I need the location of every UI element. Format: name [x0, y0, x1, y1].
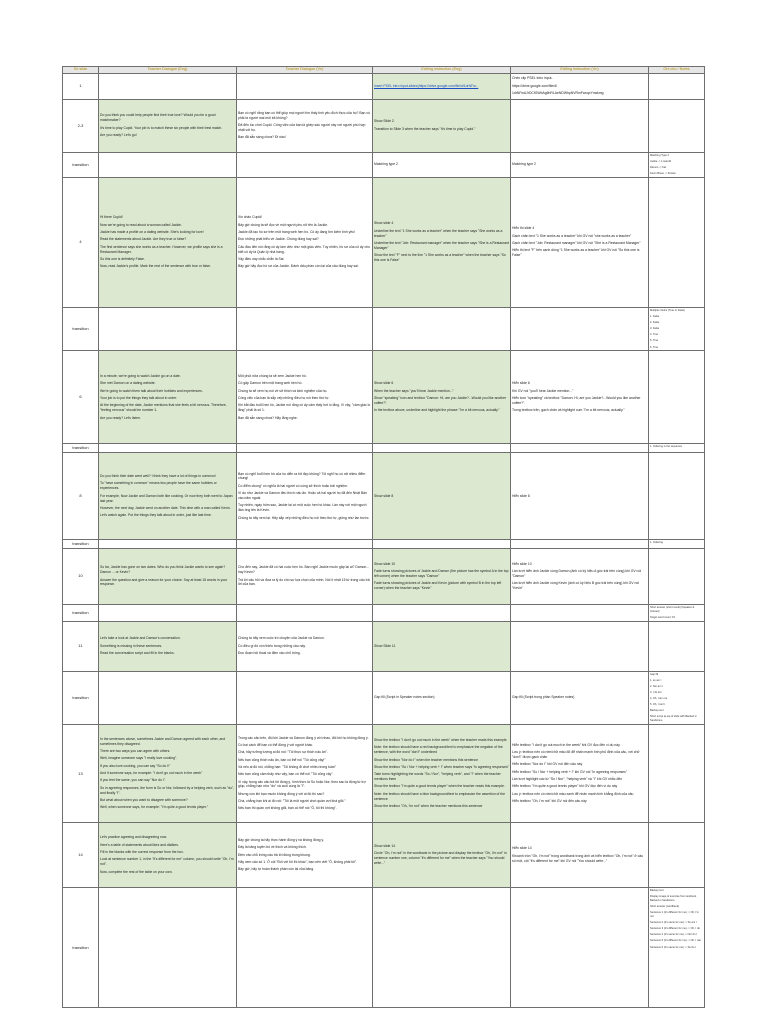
cell-paragraph: If you feel the same, you can say "Nor do I". [100, 778, 166, 783]
slide-number-cell: 11 [63, 621, 99, 671]
cell-paragraph: Do you think you could help people find their true love? Would you be a good matchmaker? [100, 113, 216, 123]
cell-paragraph: Show the textbox "I don't go out much in the week" when the teacher reads this example. [374, 737, 508, 742]
teacher-dialogue-eng-cell [99, 177, 237, 307]
cell-paragraph: Đây là bảng tuyên bố về thích và không thích. [238, 845, 307, 850]
cell-paragraph: 1drNFwAJrDCfGWbAg6hRLAeNDWhpNVRmFwxqxYnwkmg [512, 90, 604, 95]
cell-paragraph: For example, Now Jackie and Damon both like cooking. Or now they both went to Japan last year. [100, 493, 233, 503]
cell-paragraph: Hiển slide 14 [512, 846, 532, 851]
notes-cell [649, 152, 705, 177]
cell-paragraph: Gap fill [650, 672, 659, 676]
cell-paragraph: Gap fill (Script in Speaker notes section) [374, 695, 435, 700]
cell-paragraph: So in agreeing responses, the form is So or Nor, followed by a helping verb, such as "do", and finally "I". [100, 785, 235, 795]
cell-paragraph: Lần lượt hiển ảnh Jackie cùng Damon (ảnh có ký hiệu A góc trái trên cùng) khi GV nói "Damon" [512, 568, 642, 578]
cell-paragraph: Bây giờ, hãy tự hoàn thành phần còn lại của bảng. [238, 867, 315, 872]
cell-paragraph: Công việc của bạn là sắp xếp những điều họ nói theo thứ tự. [238, 395, 330, 400]
cell-paragraph: Jackie -> 1 Harold [650, 159, 671, 163]
cell-paragraph: 1. so am I [650, 678, 662, 682]
cell-paragraph: Multiple choice (True or False) [650, 308, 685, 312]
slide-number-cell: 10 [63, 548, 99, 604]
cell-paragraph: Trả lời câu hỏi và đưa ra lý do cho sự lựa chọn của mình. Nói ít nhất 15 từ trong câu trả lời của bạn. [238, 577, 370, 587]
cell-paragraph: Well, imagine someone says "I really love cooking". [100, 756, 178, 761]
cell-paragraph: 4. True [650, 333, 659, 337]
cell-paragraph: Bây giờ chúng ta hãy thực hành đồng ý và không đồng ý. [238, 837, 325, 842]
editing-instruction-vn-cell [511, 548, 649, 604]
notes-cell [649, 822, 705, 887]
editing-instruction-eng-cell [373, 671, 511, 724]
slide-number-cell: transition [63, 887, 99, 1007]
cell-paragraph: Hiển textbox "Nor do I" khi GV nói đến câu này [512, 762, 583, 767]
cell-paragraph: Display image of exercise from textbook. Backed in Sandstone [650, 895, 697, 902]
cell-paragraph: Backup text [650, 888, 664, 892]
cell-paragraph: Answer the question and give a reason for your choice. Say at least 15 words in your response. [100, 577, 228, 587]
cell-paragraph: Hiển textbox "Oh, I'm not" khi GV nói đến câu này [512, 799, 587, 804]
cell-paragraph: 4. Oh, I am not [650, 697, 668, 701]
editing-instruction-vn-cell [511, 887, 649, 1007]
cell-paragraph: Show the textbox "Nor do I" when the teacher mentions this sentence [374, 757, 478, 762]
teacher-dialogue-vn-cell [237, 99, 373, 152]
cell-paragraph: Câu đầu tiên nói rằng cô ấy làm việc như một giáo viên. Tuy nhiên, hồ sơ của cô ấy cho biết cô ấy là Quản lý nhà hàng. [238, 244, 370, 254]
cell-paragraph: Underline the text "Job: Restaurant manager" when the teacher says "She is a Restaurant Manager" [374, 240, 509, 250]
table-row [63, 152, 705, 177]
editing-instruction-vn-cell [511, 453, 649, 540]
editing-instruction-vn-cell [511, 177, 649, 307]
table-row [63, 453, 705, 540]
table-row [63, 351, 705, 444]
editing-instruction-eng-cell [373, 453, 511, 540]
cell-paragraph: Nếu bạn cũng thích nấu ăn, bạn có thể nói "Tôi cũng vậy!" [238, 757, 326, 762]
teacher-dialogue-eng-cell [99, 444, 237, 453]
slide-number-cell: 6 [63, 351, 99, 444]
cell-paragraph: Let's take a look at Jackie and Damon's conversation. [100, 636, 181, 641]
cell-paragraph: 1. Ordering [650, 541, 663, 545]
teacher-dialogue-eng-cell [99, 724, 237, 822]
cell-paragraph: Chèn clip PSEL intro input- [512, 76, 553, 81]
notes-cell [649, 351, 705, 444]
cell-paragraph: Sentence 6 (it's same for me) -> So do I [650, 945, 696, 949]
cell-paragraph: Circle "Oh, I'm not" in the wordbank in the picture and display the textbox "Oh, I'm not" in sentence number one, column "it's different for me" when the teacher says "You should write..." [374, 851, 507, 866]
cell-paragraph: Short answer (wordbank) [650, 905, 679, 909]
header-editing-instruction-eng: Editing instruction (Eng) [373, 67, 511, 74]
cell-paragraph: Matching type 2 [512, 162, 536, 167]
cell-paragraph: Lần lượt hiển ảnh Jackie cùng Kevin (ảnh có ký hiệu B góc trái trên cùng) khi GV nói "Kevin" [512, 581, 640, 591]
cell-paragraph: Trong textbox trên, gạch chân và highlight cụm "I'm a bit nervous, actually." [512, 408, 625, 413]
cell-paragraph: If you also love cooking, you can say "So do I!" [100, 763, 171, 768]
teacher-dialogue-vn-cell [237, 887, 373, 1007]
editing-instruction-eng-cell [373, 351, 511, 444]
cell-paragraph: Một phút nữa chúng ta sẽ xem Jackie hẹn hò. [238, 374, 307, 378]
cell-paragraph: However, the next day, Jackie went on another date. This time with a man called Kevin. [100, 505, 231, 510]
table-row [63, 887, 705, 1007]
cell-paragraph: Vậy điều này chắc chắn là Sai. [238, 256, 285, 261]
teacher-dialogue-eng-cell [99, 351, 237, 444]
cell-paragraph: Matching Type 2 [650, 153, 669, 157]
cell-paragraph: Jackie đã tạo hồ sơ trên một trang web hẹn hò. Cô ấy đang tìm kiếm tình yêu! [238, 229, 356, 234]
cell-paragraph: Fade turns showing pictures of Jackie and Kevin (picture with symbol B in the top left corner) when the teacher says "Kevin" [374, 581, 502, 591]
cell-paragraph: Show slide 4 [374, 221, 394, 226]
editing-instruction-vn-cell [511, 444, 649, 453]
cell-paragraph: Lần lượt highlight các từ "So / Nor", "helping verb" và "I" khi GV nhắc đến [512, 777, 623, 782]
slide-number-cell: transition [63, 671, 99, 724]
cell-paragraph: Bây giờ chúng ta sẽ đọc về một người phụ nữ tên là Jackie. [238, 222, 329, 227]
table-row [63, 307, 705, 351]
editing-instruction-vn-cell [511, 307, 649, 351]
cell-paragraph: Jackie has made a profile on a dating website. She's looking for love! [100, 229, 204, 234]
cell-paragraph: Sentence 4 (it's same for me) -> Nor do I [650, 933, 697, 937]
cell-paragraph: Hiển thị text "F" bên cạnh dòng "1 She works as a teacher" khi GV nói "So this one is False" [512, 248, 640, 258]
slide-number-cell: 2-3 [63, 99, 99, 152]
cell-paragraph: Show "speaking" icon and textbox "Damon: Hi, are you Jackie?...Would you like another coffee?". [374, 395, 507, 405]
table-row [63, 177, 705, 307]
teacher-dialogue-eng-cell [99, 887, 237, 1007]
lesson-script-sheet [62, 66, 704, 1008]
header-teacher-dialogue-eng: Teacher Dialogue (Eng) [99, 67, 237, 74]
editing-instruction-eng-cell [373, 307, 511, 351]
table-row [63, 604, 705, 621]
table-row [63, 548, 705, 604]
cell-paragraph: Sentence 5 (it's different for me) -> Oh, I can [650, 939, 702, 943]
cell-paragraph: Gap fill (Script trong phần Speaker notes) [512, 695, 575, 700]
cell-paragraph: At the beginning of the date, Jackie mentions that she feels a bit nervous. Therefore, "feeling nervous" should be number 1. [100, 403, 227, 413]
cell-paragraph: Matching type 2 [374, 162, 398, 167]
cell-paragraph: In the textbox above, underline and highlight the phrase "I'm a bit nervous, actually." [374, 408, 500, 413]
teacher-dialogue-vn-cell [237, 73, 373, 99]
cell-paragraph: Show the textbox "So / Nor + helping verb + I" when teacher says "in agreeing responses" [374, 764, 509, 769]
cell-paragraph: Short answer (short result) (Speaker & Interact) [650, 605, 695, 613]
cell-paragraph: Hiển textbox "So / Nor + helping verb + I" khi GV nói "in agreeing responses" [512, 769, 628, 774]
teacher-dialogue-vn-cell [237, 604, 373, 621]
cell-paragraph: Gạch chân text "Job: Restaurant manager" khi GV nói "She is a Restaurant Manager" [512, 240, 641, 245]
cell-paragraph: Underline the text "1 She works as a teacher" when the teacher says "She works as a teacher" [374, 228, 503, 238]
cell-paragraph: Hiển slide 8 [512, 493, 530, 498]
teacher-dialogue-vn-cell [237, 621, 373, 671]
editing-instruction-vn-cell [511, 152, 649, 177]
editing-instruction-eng-cell [373, 73, 511, 99]
editing-instruction-vn-cell [511, 540, 649, 549]
table-body [63, 73, 705, 1007]
teacher-dialogue-eng-cell [99, 73, 237, 99]
cell-paragraph: Show Slide 11 [374, 643, 396, 648]
cell-paragraph: Nếu bạn cũng cảm thấy như vậy, bạn có thể nói "Tôi cũng vậy". [238, 772, 334, 777]
header-editing-instruction-vn: Editing instruction (Vn) [511, 67, 649, 74]
editing-instruction-vn-cell [511, 604, 649, 621]
editing-instruction-eng-cell [373, 152, 511, 177]
cell-paragraph: Now, complete the rest of the table on your own. [100, 869, 173, 874]
header-notes: Ghi chú / Notes [649, 67, 705, 74]
notes-cell [649, 621, 705, 671]
cell-paragraph: Có điều gì đó còn thiếu trong những câu này. [238, 643, 306, 648]
editing-instruction-vn-cell [511, 621, 649, 671]
cell-paragraph: Ví dụ như Jackie và Damon đều thích nấu ăn. Hoặc cả hai người họ đã đến Nhật Bản vào năm ngoái. [238, 491, 367, 501]
cell-paragraph: Let's practice agreeing and disagreeing now. [100, 835, 167, 840]
cell-paragraph: Hiển textbox "I don't go out much in the week" khi GV đọc đến ví dụ này. [512, 742, 621, 747]
cell-paragraph: Show the text "F" next to the line "1 She works as a teacher" when the teacher says "So this one is False" [374, 253, 506, 263]
table-row [63, 444, 705, 453]
cell-paragraph: It's time to play Cupid. Your job is to match these six people with their best match. [100, 125, 223, 130]
teacher-dialogue-vn-cell [237, 822, 373, 887]
table-row [63, 99, 705, 152]
cell-paragraph: Do you think their date went well? I think they have a lot of things in common! [100, 474, 216, 478]
cell-paragraph: There are two ways you can agree with others. [100, 749, 171, 754]
slide-number-cell: transition [63, 444, 99, 453]
table-row [63, 822, 705, 887]
table-row [63, 671, 705, 724]
teacher-dialogue-eng-cell [99, 453, 237, 540]
cell-paragraph: Nhưng còn khi bạn muốn không đồng ý với ai đó thì sao? [238, 791, 325, 796]
cell-paragraph: 1. False [650, 314, 660, 318]
teacher-dialogue-eng-cell [99, 621, 237, 671]
slide-number-cell: transition [63, 152, 99, 177]
notes-cell [649, 540, 705, 549]
teacher-dialogue-vn-cell [237, 307, 373, 351]
notes-cell [649, 724, 705, 822]
teacher-dialogue-eng-cell [99, 152, 237, 177]
cell-paragraph: Sentence 3 (it's different for me) -> Oh, I do [650, 927, 700, 931]
cell-paragraph: Show slide 14 [374, 843, 396, 848]
cell-paragraph: Something is missing in these sentences. [100, 643, 163, 648]
cell-paragraph: Here's a table of statements about likes and dislikes. [100, 842, 179, 847]
cell-paragraph: 1. Ordering in the sequence [650, 445, 683, 449]
cell-paragraph: Có hai cách để bạn có thể đồng ý với người khác. [238, 742, 314, 747]
editing-instruction-vn-cell [511, 73, 649, 99]
cell-paragraph: Show the textbox "Oh, I'm not" when the teacher mentions this sentence [374, 804, 483, 809]
cell-paragraph: Show slide 8 [374, 493, 394, 498]
header-slide-number: Số slide [63, 67, 99, 74]
editing-instruction-eng-cell [373, 99, 511, 152]
cell-paragraph: Hiển slide 6 [512, 381, 530, 386]
teacher-dialogue-vn-cell [237, 671, 373, 724]
cell-paragraph: Fill in the blanks with the correct response from the box. [100, 850, 184, 855]
cell-paragraph: Short script at top of slide with Backed in Sandstone [650, 715, 697, 723]
editing-instruction-vn-cell [511, 724, 649, 822]
teacher-dialogue-vn-cell [237, 152, 373, 177]
cell-paragraph: Your job is to put the things they talk about in order. [100, 395, 177, 400]
cell-paragraph: 3. I do too [650, 690, 662, 694]
cell-paragraph: Có điểm chung" có nghĩa là hai người có cùng sở thích hoặc trải nghiệm. [238, 483, 348, 488]
editing-instruction-eng-cell [373, 177, 511, 307]
cell-paragraph: The first sentence says she works as a teacher. However, we profile says she is a Restaurant Manager. [100, 244, 223, 254]
notes-cell [649, 307, 705, 351]
editing-instruction-eng-cell [373, 548, 511, 604]
cell-paragraph: Show slide 10 [374, 561, 396, 566]
editing-instruction-eng-cell [373, 822, 511, 887]
cell-paragraph: Sentence 2 (it's same for me) -> So am I [650, 921, 697, 925]
cell-paragraph: Are you ready? Let's go! [100, 132, 137, 137]
teacher-dialogue-vn-cell [237, 444, 373, 453]
cell-paragraph: 6. True [650, 345, 659, 349]
table-row [63, 724, 705, 822]
cell-paragraph: Let's watch again. Put the things they talk about in order, just like last time. [100, 513, 212, 518]
teacher-dialogue-vn-cell [237, 453, 373, 540]
cell-paragraph: Hãy xem câu số 1. Ở cột "Đối với tôi thì khác", bạn nên viết "Ồ, không phải tôi". [238, 859, 358, 864]
cell-paragraph: Cho đến nay, Jackie đã có hai cuộc hẹn hò. Bạn nghĩ Jackie muốn gặp lại ai? Damon... hay Kevin? [238, 565, 370, 575]
notes-cell [649, 177, 705, 307]
cell-paragraph: Take turns highlighting the words "So / Nor", "helping verb", and "I" when the teacher mentions them [374, 772, 501, 782]
teacher-dialogue-eng-cell [99, 540, 237, 549]
editing-instruction-eng-cell [373, 540, 511, 549]
slide-number-cell: 1 [63, 73, 99, 99]
cell-paragraph: Gạch chân text "1 She works as a teacher" khi GV nói "she works as a teacher" [512, 233, 632, 238]
cell-paragraph: Tuy nhiên, ngày hôm sau, Jackie lại có một cuộc hẹn hò khác. Lần này với một người đàn ông tên là Kevin. [238, 503, 367, 513]
cell-paragraph: Điền vào chỗ trống câu trả lời đúng trong khung. [238, 852, 311, 857]
editing-instruction-vn-cell [511, 671, 649, 724]
cell-paragraph: 2. False [650, 320, 660, 324]
cell-paragraph: Lưu ý: textbox nên có nền/chữ màu đỏ để nhấn mạnh tính phủ định của câu, với chữ "don't" được gạch chân [512, 750, 640, 760]
notes-cell [649, 671, 705, 724]
cell-paragraph: Transition to Slide 3 when the teacher says "It's time to play Cupid." [374, 126, 476, 131]
cell-paragraph: And if someone says, for example: "I don't go out much in the week" [100, 771, 203, 776]
editing-instruction-vn-cell [511, 351, 649, 444]
cell-paragraph: Well, when someone says, for example: "I'm quite a good tennis player." [100, 805, 209, 810]
cell-paragraph: Bạn đã sẵn sàng chưa? Đi nào! [238, 135, 286, 140]
cell-paragraph: Note: the textbox should have a red background/text to emphasize the negation of the sentence, with the word "don't" underlined [374, 745, 503, 755]
table-row [63, 540, 705, 549]
cell-paragraph: 3. False [650, 327, 660, 331]
cell-paragraph: In a minute, we're going to watch Jackie go on a date. [100, 374, 181, 378]
cell-paragraph: Đọc đoạn hội thoại và điền vào chỗ trống. [238, 650, 301, 655]
cell-paragraph: Xin chào Cupid! [238, 215, 262, 220]
cell-paragraph: Và nếu ai đó nói, chẳng hạn: "Tôi không đi chơi nhiều trong tuần" [238, 764, 336, 769]
cell-paragraph: Chúng ta hãy xem cuộc trò chuyện của Jackie và Damon. [238, 636, 325, 641]
cell-paragraph: Chà, hãy tưởng tượng ai đó nói: "Tôi thực sự thích nấu ăn". [238, 750, 328, 755]
cell-paragraph: Show Slide 2. [374, 119, 395, 124]
cell-paragraph: When the teacher says "you'll hear Jackie mention..." [374, 388, 454, 393]
notes-cell [649, 99, 705, 152]
editing-instruction-eng-cell [373, 604, 511, 621]
header-teacher-dialogue-vn: Teacher Dialogue (Vn) [237, 67, 373, 74]
editing-instruction-eng-cell [373, 724, 511, 822]
teacher-dialogue-eng-cell [99, 822, 237, 887]
notes-cell [649, 453, 705, 540]
slide-number-cell: 8 [63, 453, 99, 540]
cell-paragraph: Bạn có nghĩ rằng bạn có thể giúp mọi người tìm thấy tình yêu đích thực của họ? Bạn có phải là người mai mối tốt không? [238, 110, 370, 120]
cell-paragraph: Chúng ta hãy xem lại. Hãy sắp xếp những điều họ nói theo thứ tự, giống như lần trước. [238, 515, 370, 520]
cell-paragraph: 5. Oh, I can't [650, 703, 665, 707]
cell-paragraph: Target word count: 15 [650, 615, 675, 619]
teacher-dialogue-eng-cell [99, 99, 237, 152]
cell-paragraph: Hiển icon "speaking" và textbox "Damon: Hi, are you Jackie?...Would you like another coffee?". [512, 395, 641, 405]
editing-instruction-vn-cell [511, 822, 649, 887]
cell-paragraph: Hi there Cupid! [100, 215, 123, 220]
cell-paragraph: Now we're going to read about a woman called Jackie. [100, 222, 182, 227]
slide-number-cell: transition [63, 307, 99, 351]
cell-paragraph: Bây giờ hãy đọc hồ sơ của Jackie. Đánh dấu phần còn lại của câu đúng hay sai. [238, 264, 359, 269]
editing-instruction-eng-cell [373, 444, 511, 453]
cell-paragraph: She met Damon on a dating website. [100, 381, 156, 386]
teacher-dialogue-eng-cell [99, 604, 237, 621]
cell-paragraph: Khi bắt đầu buổi hẹn hò, Jackie nói rằng cô ấy cảm thấy hơi lo lắng. Vì vậy, "cảm giác lo lắng" phải là số 1. [238, 403, 371, 413]
cell-paragraph: 2. Nor am I [650, 684, 663, 688]
teacher-dialogue-eng-cell [99, 548, 237, 604]
cell-paragraph: Read the statements about Jackie. Are they true or false? [100, 237, 187, 242]
cell-paragraph: So this one is definitely False. [100, 256, 145, 261]
cell-paragraph: Trong các câu trên, đôi khi Jackie và Damon đồng ý với nhau, đôi khi họ không đồng ý. [238, 735, 369, 740]
teacher-dialogue-eng-cell [99, 671, 237, 724]
cell-paragraph: In the sentences above, sometimes Jackie and Damon agreed with each other, and sometimes they disagreed. [100, 736, 226, 746]
clip-link[interactable]: Insert PSEL intro input-slides(https://drive.google.com/file/d/1drNFw... [374, 83, 479, 88]
cell-paragraph: Khi GV nói "you'll hear Jackie mention..." [512, 388, 574, 393]
cell-paragraph: But what about when you want to disagree with someone? [100, 797, 188, 802]
cell-paragraph: Nếu bạn thì quần vợt không giỏi, bạn có thể nói "Ồ, tôi thì không". [238, 806, 337, 811]
cell-paragraph: Now, read Jackie's profile. Mark the rest of the sentence with true or false. [100, 264, 211, 269]
cell-paragraph: Backup text [650, 709, 664, 713]
cell-paragraph: Lưu ý: textbox nên có nền/chữ màu xanh để nhấn mạnh tính khẳng định của câu [512, 791, 634, 796]
cell-paragraph: Đã đến lúc chơi Cupid. Công việc của bạn là ghép sáu người này với người phù hợp nhất với họ. [238, 123, 366, 132]
notes-cell [649, 444, 705, 453]
notes-cell [649, 887, 705, 1007]
teacher-dialogue-vn-cell [237, 351, 373, 444]
table-row [63, 73, 705, 99]
cell-paragraph: Chúng ta sẽ xem họ nói về sở thích và kinh nghiệm của họ. [238, 388, 328, 393]
teacher-dialogue-vn-cell [237, 540, 373, 549]
cell-paragraph: Kevin Bruce -> Kirsten [650, 171, 676, 175]
cell-paragraph: Khoanh tròn "Oh, I'm not" trong wordbank trong ảnh và hiển textbox "Oh, I'm not" ở câu số một, cột "it's different for me" khi GV nói "You should write..." [512, 853, 644, 863]
cell-paragraph: Fade turns showing pictures of Jackie and Damon (the picture has the symbol A in the top left corner) when the teacher says "Damon" [374, 568, 509, 578]
cell-paragraph: Hiển slide 10 [512, 561, 532, 566]
slide-number-cell: 4 [63, 177, 99, 307]
table-row [63, 621, 705, 671]
notes-cell [649, 604, 705, 621]
cell-paragraph: Show the textbox "I'm quite a good tennis player" when the teacher reads this example. [374, 784, 505, 789]
cell-paragraph: We're going to watch them talk about their hobbies and experiences. [100, 388, 203, 393]
cell-paragraph: 5. True [650, 339, 659, 343]
cell-paragraph: Bạn có nghĩ buổi hẹn hò của họ diễn ra tốt đẹp không? Tôi nghĩ họ có rất nhiều điểm chung! [238, 471, 366, 481]
cell-paragraph: Look at sentence number 1, in the "it's different for me" column, you should write "Oh, I'm not". [100, 857, 234, 867]
cell-paragraph: To "have something in common" means two people have the same hobbies or experiences. [100, 481, 217, 491]
cell-paragraph: Vì vậy, trong các câu trả lời đồng ý, hình thức là So hoặc Nor, theo sau là động từ trợ giúp, chẳng hạn như "do" và cuối cùng là "I". [238, 779, 366, 789]
teacher-dialogue-vn-cell [237, 177, 373, 307]
cell-paragraph: Hiển thị slide 4 [512, 226, 535, 231]
editing-instruction-vn-cell [511, 99, 649, 152]
cell-paragraph: So far, Jackie has gone on two dates. Who do you think Jackie wants to see again? Damon ... or Kevin? [100, 565, 226, 575]
cell-paragraph: Are you ready? Let's listen. [100, 415, 141, 420]
teacher-dialogue-vn-cell [237, 724, 373, 822]
slide-number-cell: transition [63, 604, 99, 621]
notes-cell [649, 548, 705, 604]
notes-cell [649, 73, 705, 99]
teacher-dialogue-eng-cell [99, 307, 237, 351]
script-table [62, 66, 705, 1008]
teacher-dialogue-vn-cell [237, 548, 373, 604]
cell-paragraph: Đọc những phát biểu về Jackie. Chúng đúng hay sai? [238, 237, 319, 242]
cell-paragraph: Read the conversation script and fill in the blanks. [100, 650, 175, 655]
cell-paragraph: Note: the textbox should have a blue background/text to emphasize the assertion of the sentence [374, 791, 505, 801]
slide-number-cell: 13 [63, 724, 99, 822]
editing-instruction-eng-cell [373, 621, 511, 671]
cell-paragraph: Show slide 6 [374, 381, 394, 386]
cell-paragraph: Cô gặp Damon trên một trang web hẹn hò. [238, 381, 303, 386]
cell-paragraph: Damon -> Kat [650, 165, 667, 169]
cell-paragraph: Sentence 1 (it's different for me) -> Oh, I'm not [650, 911, 699, 918]
slide-number-cell: transition [63, 540, 99, 549]
slide-number-cell: 14 [63, 822, 99, 887]
cell-paragraph: Bạn đã sẵn sàng chưa? Hãy lắng nghe. [238, 415, 298, 420]
cell-paragraph: Hiển textbox "I'm quite a good tennis player" khi GV đọc đến ví dụ này [512, 784, 618, 789]
cell-paragraph: https://drive.google.com/file/d/ [512, 83, 558, 88]
editing-instruction-eng-cell [373, 887, 511, 1007]
cell-paragraph: Chà, chẳng hạn khi ai đó nói: "Tôi là một người chơi quần vợt khá giỏi." [238, 799, 346, 804]
